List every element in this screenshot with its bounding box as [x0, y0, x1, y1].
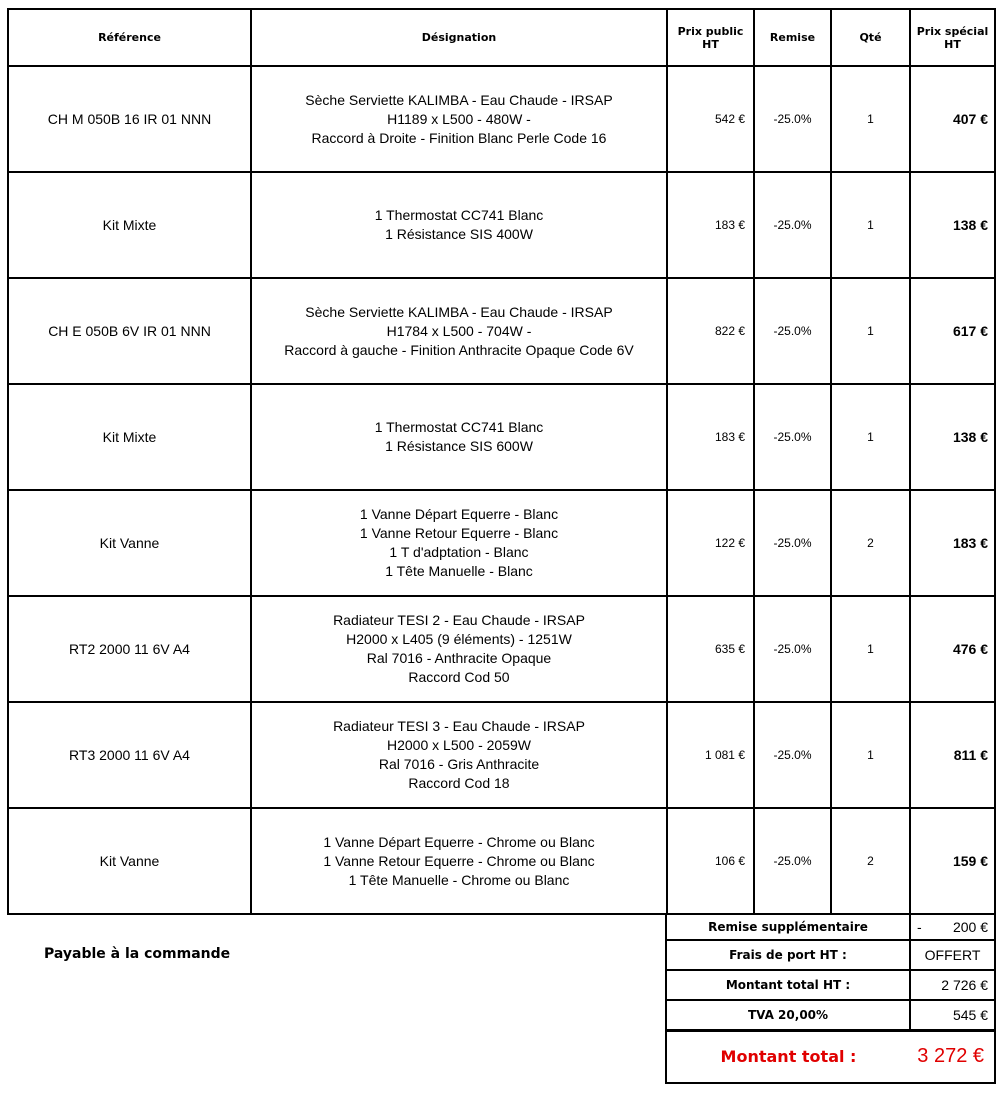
designation-line: Raccord à gauche - Finition Anthracite Opaque Code 6V — [284, 341, 634, 358]
designation-cell — [251, 808, 667, 914]
prix-special-cell: 159 € — [910, 808, 995, 914]
designation-line: Raccord Cod 50 — [408, 669, 510, 685]
table-row — [8, 702, 995, 808]
remise-cell: -25.0% — [754, 702, 831, 808]
tva-label: TVA 20,00% — [666, 1000, 910, 1030]
designation-cell — [251, 596, 667, 702]
designation-line: Radiateur TESI 3 - Eau Chaude - IRSAP — [333, 718, 585, 734]
designation-cell — [251, 66, 667, 172]
summary-table — [665, 913, 996, 1084]
header-prix-special: Prix spécial HT — [910, 9, 995, 66]
designation-line: Ral 7016 - Gris Anthracite — [378, 756, 540, 772]
designation-line: H1189 x L500 - 480W - — [387, 110, 531, 127]
quote-items-table — [7, 8, 996, 915]
designation-line: 1 Tête Manuelle - Blanc — [385, 563, 533, 579]
designation-line: 1 Vanne Retour Equerre - Blanc — [359, 525, 559, 541]
quantite-cell: 2 — [831, 808, 910, 914]
designation-line: 1 Vanne Retour Equerre - Chrome ou Blanc — [323, 852, 595, 869]
header-prix-public: Prix public HT — [667, 9, 754, 66]
header-reference: Référence — [8, 9, 251, 66]
designation-line: Radiateur TESI 2 - Eau Chaude - IRSAP — [333, 612, 585, 628]
designation-line: Raccord à Droite - Finition Blanc Perle Code 16 — [311, 129, 607, 146]
prix-public-cell: 635 € — [667, 596, 754, 702]
designation-cell — [251, 278, 667, 384]
table-row — [8, 808, 995, 914]
reference-cell: Kit Mixte — [8, 172, 251, 278]
designation-line: 1 Vanne Départ Equerre - Chrome ou Blanc — [323, 833, 595, 850]
remise-amount: 200 € — [952, 919, 988, 935]
designation-line: Sèche Serviette KALIMBA - Eau Chaude - IRSAP — [305, 303, 613, 320]
prix-special-cell: 617 € — [910, 278, 995, 384]
reference-cell: RT3 2000 11 6V A4 — [8, 702, 251, 808]
quantite-cell: 1 — [831, 66, 910, 172]
designation-line: H1784 x L500 - 704W - — [386, 322, 532, 339]
designation-line: H2000 x L500 - 2059W — [387, 737, 531, 753]
montant-ht-label: Montant total HT : — [666, 970, 910, 1000]
montant-ht-value: 2 726 € — [910, 970, 995, 1000]
prix-special-cell: 138 € — [910, 384, 995, 490]
remise-cell: -25.0% — [754, 172, 831, 278]
minus-sign: - — [917, 919, 922, 935]
table-row — [8, 172, 995, 278]
designation-line: 1 Vanne Départ Equerre - Blanc — [359, 506, 559, 522]
table-row — [8, 490, 995, 596]
prix-public-cell: 822 € — [667, 278, 754, 384]
quantite-cell: 1 — [831, 384, 910, 490]
prix-public-cell: 1 081 € — [667, 702, 754, 808]
table-row — [8, 384, 995, 490]
reference-cell: Kit Vanne — [8, 490, 251, 596]
payment-terms: Payable à la commande — [44, 946, 231, 962]
remise-cell: -25.0% — [754, 278, 831, 384]
designation-cell — [251, 172, 667, 278]
summary-row-montant-ht — [666, 970, 995, 1000]
reference-cell: CH M 050B 16 IR 01 NNN — [8, 66, 251, 172]
table-row — [8, 66, 995, 172]
remise-cell: -25.0% — [754, 490, 831, 596]
designation-line: Raccord Cod 18 — [408, 775, 510, 791]
remise-cell: -25.0% — [754, 384, 831, 490]
table-row — [8, 278, 995, 384]
reference-cell: Kit Mixte — [8, 384, 251, 490]
prix-public-cell: 106 € — [667, 808, 754, 914]
prix-special-cell: 811 € — [910, 702, 995, 808]
designation-line: Ral 7016 - Anthracite Opaque — [366, 650, 552, 666]
summary-row-total — [666, 1030, 995, 1083]
header-qte: Qté — [831, 9, 910, 66]
frais-de-port-label: Frais de port HT : — [666, 940, 910, 970]
header-row — [8, 9, 995, 66]
remise-cell: -25.0% — [754, 596, 831, 702]
reference-cell: CH E 050B 6V IR 01 NNN — [8, 278, 251, 384]
designation-line: 1 Résistance SIS 600W — [385, 438, 533, 454]
summary-row-remise — [666, 914, 995, 940]
prix-public-cell: 122 € — [667, 490, 754, 596]
prix-special-cell: 183 € — [910, 490, 995, 596]
reference-cell: Kit Vanne — [8, 808, 251, 914]
tva-value: 545 € — [910, 1000, 995, 1030]
prix-special-cell: 138 € — [910, 172, 995, 278]
frais-de-port-value: OFFERT — [910, 940, 995, 970]
designation-line: H2000 x L405 (9 éléments) - 1251W — [346, 631, 572, 647]
designation-line: Sèche Serviette KALIMBA - Eau Chaude - IRSAP — [305, 91, 613, 108]
prix-special-cell: 407 € — [910, 66, 995, 172]
quantite-cell: 1 — [831, 596, 910, 702]
designation-cell — [251, 384, 667, 490]
summary-row-frais — [666, 940, 995, 970]
montant-total-value: 3 272 € — [910, 1030, 995, 1083]
header-remise: Remise — [754, 9, 831, 66]
summary-row-tva — [666, 1000, 995, 1030]
designation-line: 1 Résistance SIS 400W — [385, 226, 533, 242]
prix-public-cell: 542 € — [667, 66, 754, 172]
remise-supplementaire-label: Remise supplémentaire — [666, 914, 910, 940]
items-body — [8, 66, 995, 914]
remise-supplementaire-value — [910, 914, 995, 940]
quantite-cell: 1 — [831, 172, 910, 278]
designation-line: 1 T d'adptation - Blanc — [389, 544, 529, 560]
remise-cell: -25.0% — [754, 808, 831, 914]
designation-line: 1 Thermostat CC741 Blanc — [374, 419, 544, 435]
quantite-cell: 1 — [831, 278, 910, 384]
prix-public-cell: 183 € — [667, 384, 754, 490]
designation-cell — [251, 490, 667, 596]
table-row — [8, 596, 995, 702]
quantite-cell: 2 — [831, 490, 910, 596]
header-designation: Désignation — [251, 9, 667, 66]
remise-cell: -25.0% — [754, 66, 831, 172]
designation-line: 1 Thermostat CC741 Blanc — [374, 207, 544, 223]
designation-line: 1 Tête Manuelle - Chrome ou Blanc — [348, 871, 570, 888]
prix-public-cell: 183 € — [667, 172, 754, 278]
reference-cell: RT2 2000 11 6V A4 — [8, 596, 251, 702]
montant-total-label: Montant total : — [666, 1030, 910, 1083]
prix-special-cell: 476 € — [910, 596, 995, 702]
quantite-cell: 1 — [831, 702, 910, 808]
designation-cell — [251, 702, 667, 808]
